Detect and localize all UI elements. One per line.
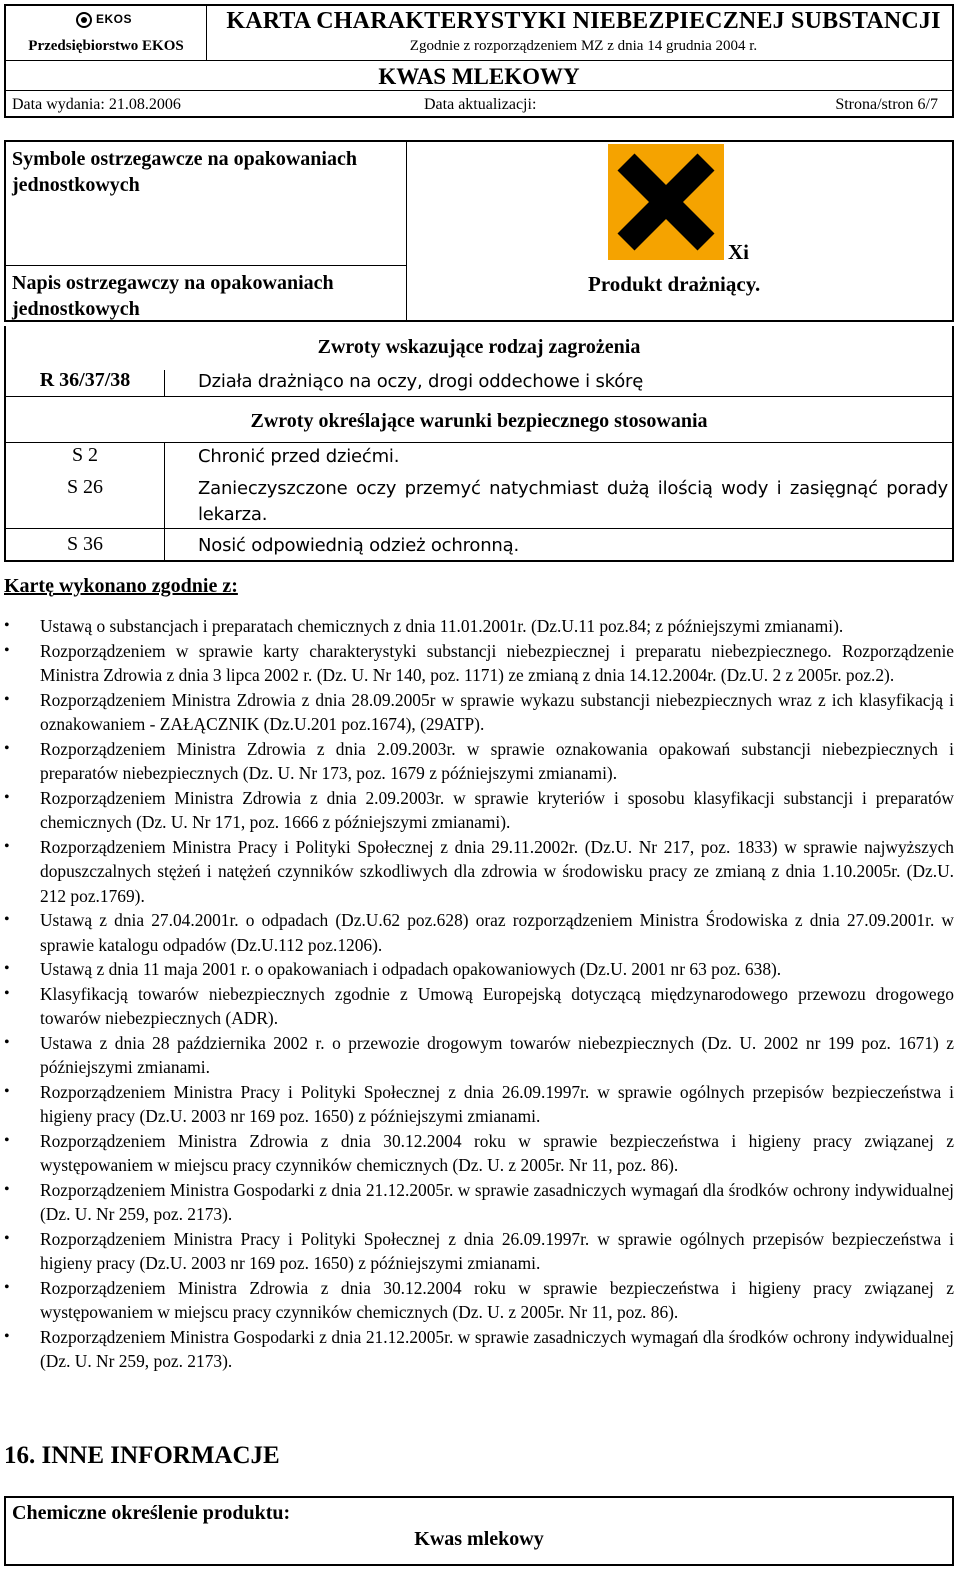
- s-phrases-heading: Zwroty określające warunki bezpiecznego stosowania: [250, 410, 708, 432]
- symbols-label: Symbole ostrzegawcze na opakowaniach jednostkowych: [12, 148, 357, 196]
- list-item: • Ustawą z dnia 11 maja 2001 r. o opakowaniach i odpadach opakowaniowych (Dz.U. 2001 nr 63 poz. 638).: [4, 957, 954, 982]
- logo-ring-icon: [76, 12, 92, 28]
- risk-safety-phrases-table: [4, 326, 954, 562]
- logo-text: EKOS: [96, 12, 133, 26]
- r-phrases-heading: Zwroty wskazujące rodzaj zagrożenia: [317, 336, 641, 358]
- warning-symbols-table: [4, 140, 954, 322]
- list-item: • Ustawą o substancjach i preparatach chemicznych z dnia 11.01.2001r. (Dz.U.11 poz.84; z późniejszymi zmianami).: [4, 614, 954, 639]
- s-phrase-code: S 36: [66, 533, 104, 555]
- list-item: • Rozporządzeniem Ministra Zdrowia z dnia 2.09.2003r. w sprawie kryteriów i sposobu klasyfikacji substancji i preparatów chemicznych (Dz. U. Nr 171, poz. 1666 z późniejszymi zmianami).: [4, 786, 954, 835]
- company-block: [6, 6, 207, 60]
- divider: [6, 396, 952, 397]
- product-name: KWAS MLEKOWY: [378, 64, 580, 89]
- list-item: • Rozporządzeniem Ministra Gospodarki z dnia 21.12.2005r. w sprawie zasadniczych wymagań dla środków ochrony indywidualnej (Dz. U. Nr 259, poz. 2173).: [4, 1178, 954, 1227]
- symbol-text: Produkt drażniący.: [588, 272, 761, 296]
- s-phrase-text: Chronić przed dziećmi.: [198, 446, 400, 467]
- document-header: [4, 4, 954, 118]
- legal-basis-heading: Kartę wykonano zgodnie z:: [4, 575, 238, 597]
- list-item: • Ustawą z dnia 27.04.2001r. o odpadach (Dz.U.62 poz.628) oraz rozporządzeniem Ministra Środowiska z dnia 27.09.2001r. w sprawie katalogu odpadów (Dz.U.112 poz.1206).: [4, 908, 954, 957]
- chemical-name-value: Kwas mlekowy: [414, 1528, 544, 1550]
- divider: [164, 370, 165, 396]
- irritant-x-shape: [608, 144, 724, 260]
- company-name: Przedsiębiorstwo EKOS: [28, 38, 184, 54]
- list-item: • Ustawa z dnia 28 października 2002 r. o przewozie drogowym towarów niebezpiecznych (Dz. U. 2002 nr 199 poz. 1671) z późniejszymi zmianami.: [4, 1031, 954, 1080]
- issue-date: Data wydania: 21.08.2006: [12, 96, 181, 113]
- list-item: • Rozporządzeniem Ministra Zdrowia z dnia 2.09.2003r. w sprawie oznakowania opakowań substancji niebezpiecznych i preparatów niebezpiecznych (Dz. U. Nr 173, poz. 1679 z późniejszymi zmianami).: [4, 737, 954, 786]
- update-date: Data aktualizacji:: [424, 96, 537, 113]
- divider: [406, 142, 407, 320]
- list-item: • Rozporządzeniem Ministra Zdrowia z dnia 30.12.2004 roku w sprawie bezpieczeństwa i higieny pracy związanej z występowaniem w miejscu pracy czynników chemicznych (Dz. U. z 2005r. Nr 11, poz. 86).: [4, 1129, 954, 1178]
- r-phrase-code: R 36/37/38: [39, 369, 131, 391]
- list-item: • Rozporządzeniem Ministra Pracy i Polityki Społecznej z dnia 29.11.2002r. (Dz.U. Nr 217, poz. 1833) w sprawie najwyższych dopuszczalnych stężeń i natężeń czynników szkodliwych dla zdrowia w środowisku pracy ze zmianą z dnia 1.10.2005r. (Dz.U. 212 poz.1769).: [4, 835, 954, 909]
- document-subtitle: Zgodnie z rozporządzeniem MZ z dnia 14 grudnia 2004 r.: [409, 38, 758, 54]
- list-item: • Rozporządzeniem Ministra Pracy i Polityki Społecznej z dnia 26.09.1997r. w sprawie ogólnych przepisów bezpieczeństwa i higieny pracy (Dz.U. 2003 nr 169 poz. 1650) z późniejszymi zmianami.: [4, 1080, 954, 1129]
- list-item: • Rozporządzeniem w sprawie karty charakterystyki substancji niebezpiecznej i preparatu niebezpiecznego. Rozporządzenie Ministra Zdrowia z dnia 3 lipca 2002 r. (Dz. U. Nr 140, poz. 1171) ze zmianą z dnia 14.12.2004r. (Dz.U. 2 z 2005r. poz.2).: [4, 639, 954, 688]
- list-item: • Rozporządzeniem Ministra Zdrowia z dnia 28.09.2005r w sprawie wykazu substancji niebezpiecznych wraz z ich klasyfikacją i oznakowaniem - ZAŁĄCZNIK (Dz.U.201 poz.1674), (29ATP).: [4, 688, 954, 737]
- chemical-name-box: [4, 1496, 954, 1566]
- divider: [6, 528, 952, 529]
- s-phrase-code: S 2: [71, 444, 99, 466]
- r-phrase-text: Działa drażniąco na oczy, drogi oddechowe i skórę: [198, 371, 644, 392]
- divider: [164, 442, 165, 560]
- document-title: KARTA CHARAKTERYSTYKI NIEBEZPIECZNEJ SUBSTANCJI: [226, 8, 941, 34]
- ekos-logo: [76, 10, 142, 32]
- irritant-x-icon: [608, 144, 724, 260]
- chemical-name-label: Chemiczne określenie produktu:: [12, 1502, 291, 1524]
- section-16-title: 16. INNE INFORMACJE: [4, 1442, 280, 1469]
- s-phrase-code: S 26: [66, 476, 104, 498]
- list-item: • Rozporządzeniem Ministra Zdrowia z dnia 30.12.2004 roku w sprawie bezpieczeństwa i higieny pracy związanej z występowaniem w miejscu pracy czynników chemicznych (Dz. U. z 2005r. Nr 11, poz. 86).: [4, 1276, 954, 1325]
- inscription-label: Napis ostrzegawczy na opakowaniach jednostkowych: [12, 272, 334, 320]
- symbol-code: Xi: [728, 240, 749, 264]
- divider: [6, 442, 952, 443]
- list-item: • Klasyfikacją towarów niebezpiecznych zgodnie z Umową Europejską dotyczącą międzynarodowego przewozu drogowego towarów niebezpiecznych (ADR).: [4, 982, 954, 1031]
- s-phrase-text: Nosić odpowiednią odzież ochronną.: [198, 535, 519, 556]
- header-meta: [6, 90, 952, 119]
- list-item: • Rozporządzeniem Ministra Pracy i Polityki Społecznej z dnia 26.09.1997r. w sprawie ogólnych przepisów bezpieczeństwa i higieny pracy (Dz.U. 2003 nr 169 poz. 1650) z późniejszymi zmianami.: [4, 1227, 954, 1276]
- s-phrase-text: Zanieczyszczone oczy przemyć natychmiast dużą ilością wody i zasięgnąć porady lekarza.: [198, 478, 948, 525]
- divider: [6, 265, 406, 266]
- legal-basis-list: [4, 614, 954, 1374]
- list-item: • Rozporządzeniem Ministra Gospodarki z dnia 21.12.2005r. w sprawie zasadniczych wymagań dla środków ochrony indywidualnej (Dz. U. Nr 259, poz. 2173).: [4, 1325, 954, 1374]
- page-number: Strona/stron 6/7: [835, 96, 938, 113]
